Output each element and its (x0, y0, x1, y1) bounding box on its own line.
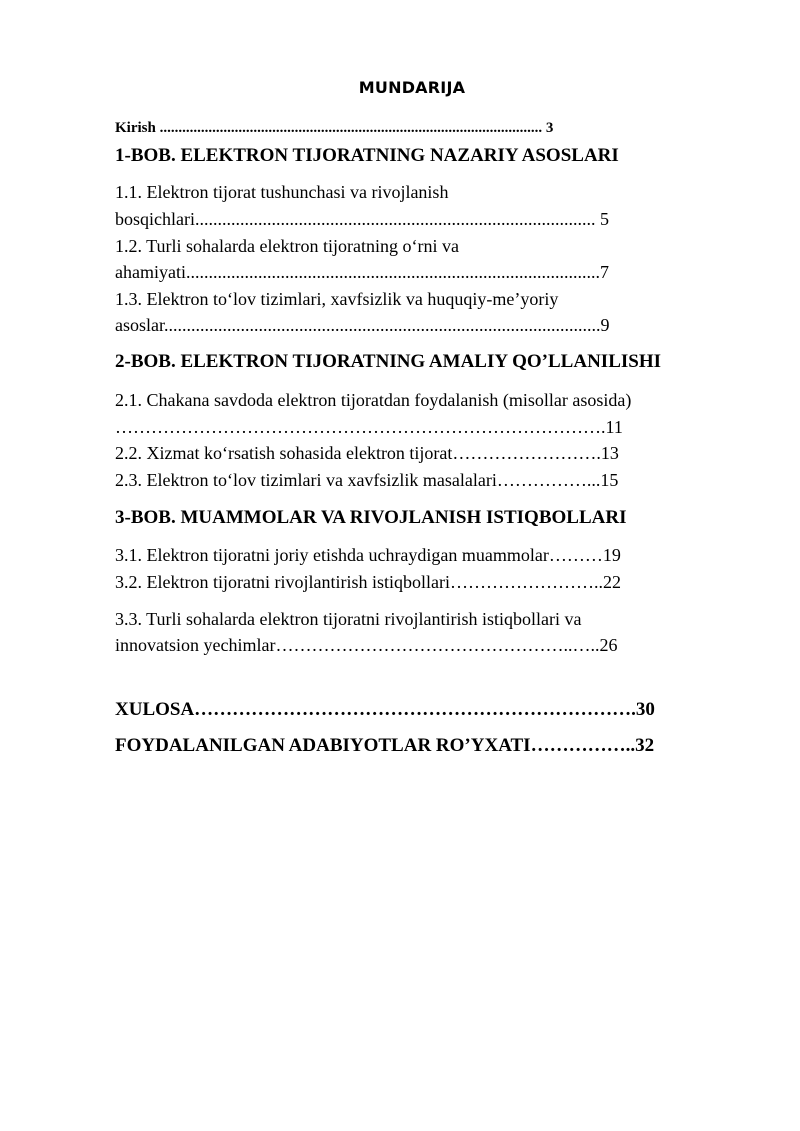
toc-entry-3-3-line2: innovatsion yechimlar…………………………………………..…..26 (115, 635, 618, 655)
toc-entry-3-1: 3.1. Elektron tijoratni joriy etishda uchraydigan muammolar………19 (115, 545, 621, 565)
toc-entry-1-2-line1: 1.2. Turli sohalarda elektron tijoratning o‘rni va (115, 236, 459, 256)
chapter-1-heading: 1-BOB. ELEKTRON TIJORATNING NAZARIY ASOSLARI (115, 145, 619, 166)
toc-entry-2-3: 2.3. Elektron to‘lov tizimlari va xavfsizlik masalalari……………...15 (115, 470, 619, 490)
toc-entry-intro: Kirish ...................................................................................................... 3 (115, 120, 554, 136)
toc-entry-1-3-line2: asoslar.................................................................................................9 (115, 315, 610, 335)
toc-entry-1-3-line1: 1.3. Elektron to‘lov tizimlari, xavfsizlik va huquqiy-me’yoriy (115, 289, 559, 309)
toc-entry-conclusion: XULOSA…………………………………………………………….30 (115, 699, 655, 720)
chapter-3-heading: 3-BOB. MUAMMOLAR VA RIVOJLANISH ISTIQBOLLARI (115, 507, 627, 528)
page-title: MUNDARIJA (358, 78, 466, 97)
toc-entry-2-1-line2: ……………………………………………………………………….11 (115, 417, 623, 437)
toc-entry-2-2: 2.2. Xizmat ko‘rsatish sohasida elektron tijorat…………………….13 (115, 443, 619, 463)
toc-entry-1-2-line2: ahamiyati............................................................................................7 (115, 262, 609, 282)
toc-entry-3-2: 3.2. Elektron tijoratni rivojlantirish istiqbollari……………………..22 (115, 572, 621, 592)
toc-entry-1-1-line1: 1.1. Elektron tijorat tushunchasi va rivojlanish (115, 182, 449, 202)
toc-entry-2-1-line1: 2.1. Chakana savdoda elektron tijoratdan foydalanish (misollar asosida) (115, 390, 632, 410)
toc-entry-references: FOYDALANILGAN ADABIYOTLAR RO’YXATI……………..32 (115, 735, 655, 756)
toc-entry-1-1-line2: bosqichlari......................................................................................... 5 (115, 209, 609, 229)
chapter-2-heading: 2-BOB. ELEKTRON TIJORATNING AMALIY QO’LLANILISHI (115, 351, 661, 372)
toc-entry-3-3-line1: 3.3. Turli sohalarda elektron tijoratni rivojlantirish istiqbollari va (115, 609, 582, 629)
